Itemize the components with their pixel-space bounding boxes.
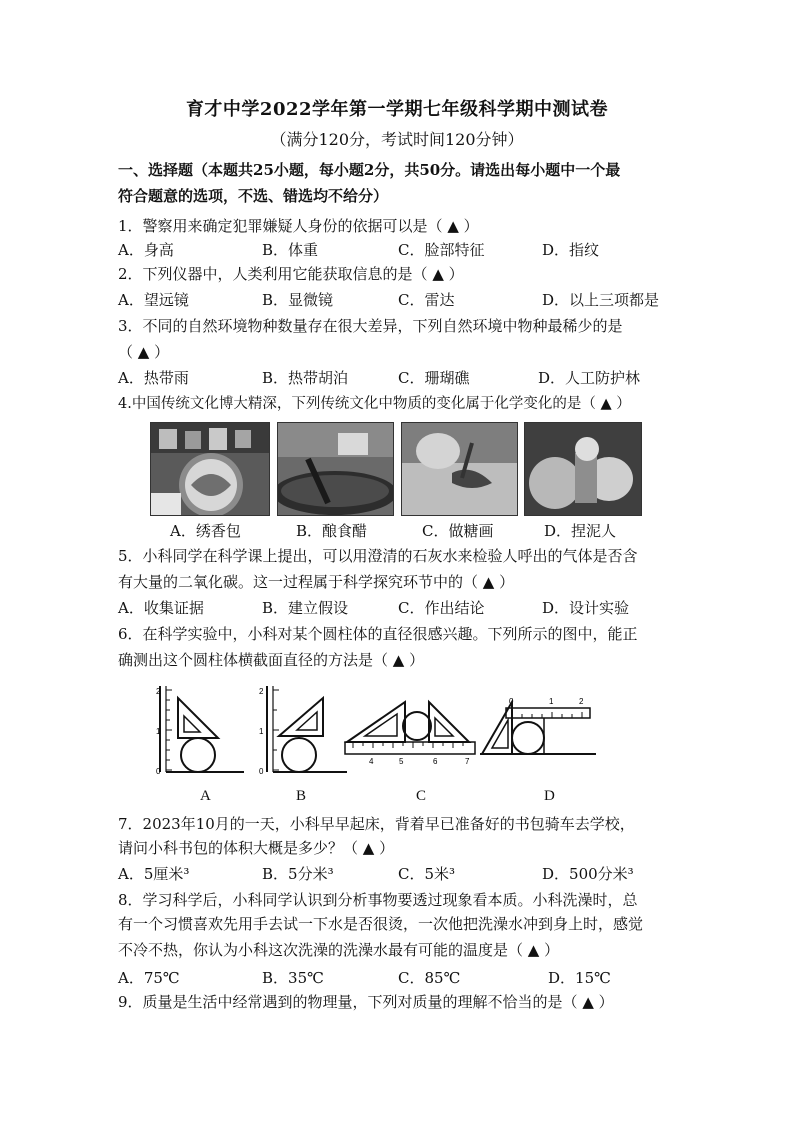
diagram-d-tick-0: 0 <box>509 697 514 706</box>
diagram-c-ruler-measurement <box>343 680 477 780</box>
question-3-stem-line1: 3．不同的自然环境物种数量存在很大差异，下列自然环境中物种最稀少的是 <box>118 317 623 335</box>
diagram-b-tick-1: 1 <box>259 727 264 736</box>
question-5-stem-line2: 有大量的二氧化碳。这一过程属于科学探究环节中的（ ▲ ） <box>118 573 515 591</box>
question-3-option-d: D．人工防护林 <box>538 369 641 387</box>
diagram-c-tick-7: 7 <box>465 757 470 766</box>
question-3-option-c: C．珊瑚礁 <box>398 369 470 387</box>
question-8-option-d: D．15℃ <box>548 969 611 987</box>
question-1-option-a: A．身高 <box>118 241 174 259</box>
diagram-d-tick-2: 2 <box>579 697 584 706</box>
question-2-option-c: C．雷达 <box>398 291 455 309</box>
question-4-stem: 4.中国传统文化博大精深，下列传统文化中物质的变化属于化学变化的是（ ▲ ） <box>118 396 631 412</box>
question-1-option-c: C．脸部特征 <box>398 241 485 259</box>
diagram-b-tick-0: 0 <box>259 767 264 776</box>
question-2-option-a: A．望远镜 <box>118 291 189 309</box>
question-6-stem-line2: 确测出这个圆柱体横截面直径的方法是（ ▲ ） <box>118 651 425 669</box>
question-2-option-b: B．显微镜 <box>262 291 334 309</box>
question-5-stem-line1: 5．小科同学在科学课上提出，可以用澄清的石灰水来检验人呼出的气体是否含 <box>118 547 638 565</box>
question-3-option-a: A．热带雨 <box>118 369 189 387</box>
question-1-stem: 1．警察用来确定犯罪嫌疑人身份的依据可以是（ ▲ ） <box>118 217 479 235</box>
question-7-option-c: C．5米³ <box>398 865 456 883</box>
question-7-stem-line2: 请问小科书包的体积大概是多少？（ ▲ ） <box>118 839 395 857</box>
exam-subtitle: （满分120分，考试时间120分钟） <box>270 130 524 149</box>
question-6-stem-line1: 6．在科学实验中，小科对某个圆柱体的直径很感兴趣。下列所示的图中，能正 <box>118 625 638 643</box>
diagram-c-tick-6: 6 <box>433 757 438 766</box>
question-2-stem: 2．下列仪器中，人类利用它能获取信息的是（ ▲ ） <box>118 265 464 283</box>
diagram-a-tick-2: 2 <box>156 687 161 696</box>
diagram-d-ruler-measurement <box>478 680 598 780</box>
question-4-option-d: D．捏泥人 <box>544 522 617 540</box>
question-2-option-d: D．以上三项都是 <box>542 291 660 309</box>
diagram-c-tick-5: 5 <box>399 757 404 766</box>
photo-brewing-vinegar <box>277 422 394 516</box>
photo-embroidered-sachet <box>150 422 270 516</box>
photo-clay-figurine <box>524 422 642 516</box>
question-5-option-b: B．建立假设 <box>262 599 349 617</box>
question-7-option-a: A．5厘米³ <box>118 865 190 883</box>
question-3-stem-line2: （ ▲ ） <box>118 343 170 361</box>
question-4-option-c: C．做糖画 <box>422 522 494 540</box>
question-8-option-c: C．85℃ <box>398 969 461 987</box>
diagram-b-tick-2: 2 <box>259 687 264 696</box>
question-3-option-b: B．热带胡泊 <box>262 369 349 387</box>
diagram-label-c: C <box>416 788 427 804</box>
diagram-c-tick-4: 4 <box>369 757 374 766</box>
question-8-stem-line1: 8．学习科学后，小科同学认识到分析事物要透过现象看本质。小科洗澡时，总 <box>118 891 638 909</box>
question-4-option-b: B．酿食醋 <box>296 522 368 540</box>
diagram-label-d: D <box>544 788 555 804</box>
question-1-option-b: B．体重 <box>262 241 319 259</box>
diagram-label-b: B <box>296 788 307 804</box>
diagram-a-ruler-measurement <box>152 680 248 780</box>
diagram-label-a: A <box>200 788 211 804</box>
section-heading-line1: 一、选择题（本题共25小题，每小题2分，共50分。请选出每小题中一个最 <box>118 161 621 179</box>
question-5-option-c: C．作出结论 <box>398 599 485 617</box>
question-4-option-a: A．绣香包 <box>170 522 241 540</box>
diagram-b-ruler-measurement <box>255 680 351 780</box>
question-7-option-b: B．5分米³ <box>262 865 334 883</box>
question-8-stem-line2: 有一个习惯喜欢先用手去试一下水是否很烫，一次他把洗澡水冲到身上时，感觉 <box>118 915 644 933</box>
section-heading-line2: 符合题意的选项，不选、错选均不给分） <box>118 187 389 205</box>
question-5-option-d: D．设计实验 <box>542 599 630 617</box>
diagram-a-tick-1: 1 <box>156 727 161 736</box>
question-8-option-b: B．35℃ <box>262 969 324 987</box>
question-8-stem-line3: 不冷不热，你认为小科这次洗澡的洗澡水最有可能的温度是（ ▲ ） <box>118 941 560 959</box>
question-1-option-d: D．指纹 <box>542 241 600 259</box>
question-5-option-a: A．收集证据 <box>118 599 204 617</box>
question-7-option-d: D．500分米³ <box>542 865 634 883</box>
exam-title: 育才中学2022学年第一学期七年级科学期中测试卷 <box>185 99 609 120</box>
question-8-option-a: A．75℃ <box>118 969 180 987</box>
diagram-a-tick-0: 0 <box>156 767 161 776</box>
diagram-d-tick-1: 1 <box>549 697 554 706</box>
question-9-stem: 9．质量是生活中经常遇到的物理量，下列对质量的理解不恰当的是（ ▲ ） <box>118 993 614 1011</box>
question-7-stem-line1: 7．2023年10月的一天，小科早早起床，背着早已准备好的书包骑车去学校， <box>118 815 635 833</box>
photo-sugar-painting <box>401 422 518 516</box>
